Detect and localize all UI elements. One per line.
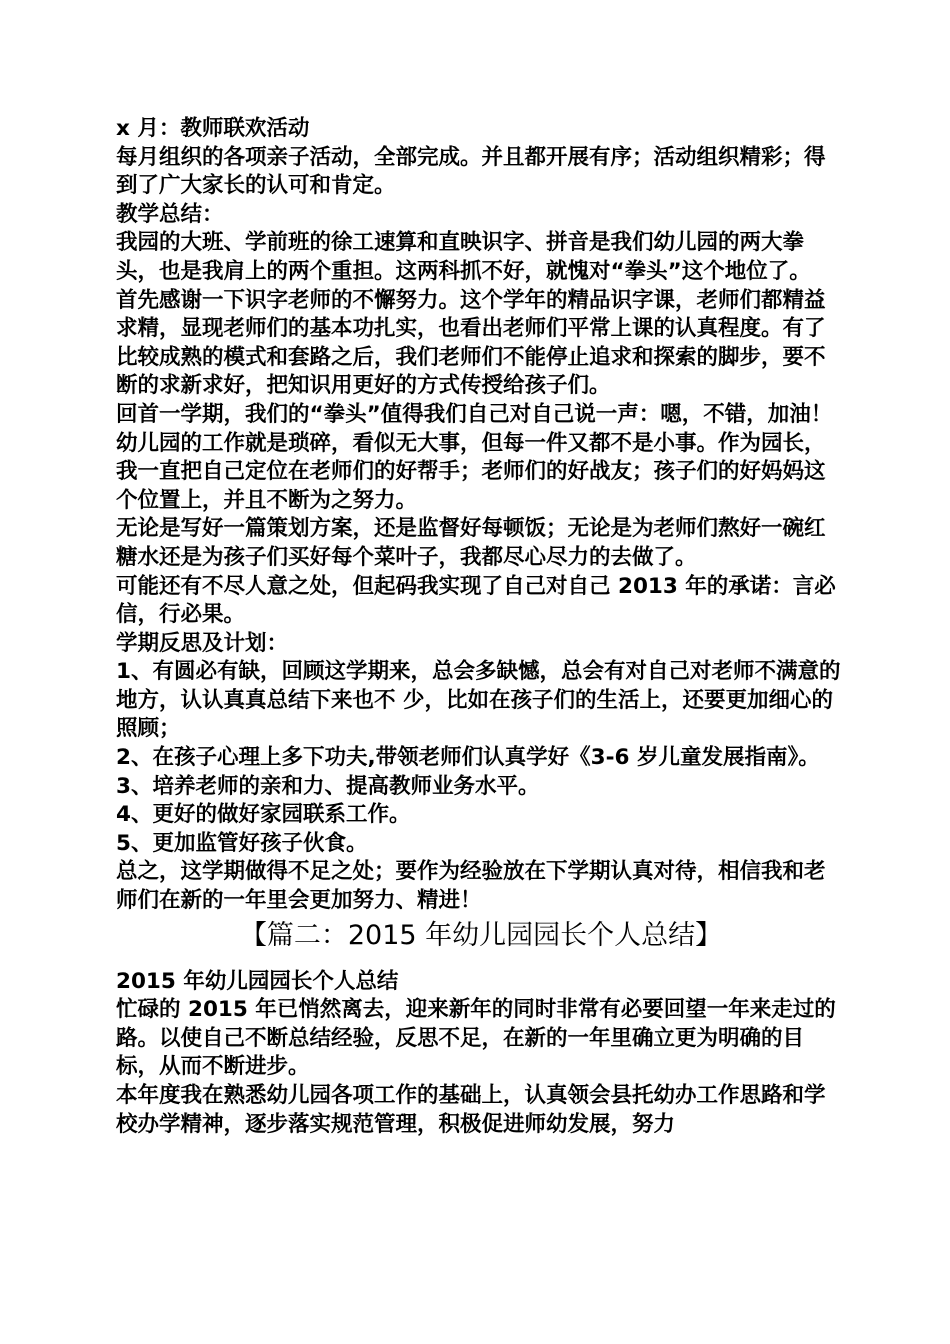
paragraph-kindergarten-work: 幼儿园的工作就是琐碎，看似无大事，但每一件又都不是小事。作为园长，我一直把自己定位在老师们的好帮手；老师们的好战友；孩子们的好妈妈这个位置上，并且不断为之努力。 (116, 430, 826, 513)
paragraph-promise-2013: 可能还有不尽人意之处，但起码我实现了自己对自己 2013 年的承诺：言必信，行必果。 (116, 573, 836, 628)
list-item-1: 1、有圆必有缺，回顾这学期来，总会多缺憾，总会有对自己对老师不满意的地方，认认真真总结下来也不 少，比如在孩子们的生活上，还要更加细心的照顾； (116, 659, 841, 742)
list-item-2: 2、在孩子心理上多下功夫,带领老师们认真学好《3-6 岁儿童发展指南》。 (116, 745, 820, 771)
heading-teaching-summary: 教学总结： (116, 201, 224, 227)
paragraph-busy-2015: 忙碌的 2015 年已悄然离去，迎来新年的同时非常有必要回望一年来走过的路。以使自己不断总结经验，反思不足，在新的一年里确立更为明确的目标，从而不断进步。 (116, 997, 836, 1080)
section-heading: 【篇二：2015 年幼儿园园长个人总结】 (239, 919, 723, 951)
paragraph-conclusion: 总之，这学期做得不足之处；要作为经验放在下学期认真对待，相信我和老师们在新的一年里会更加努力、精进！ (116, 859, 826, 914)
heading-2015-summary: 2015 年幼儿园园长个人总结 (116, 968, 399, 994)
paragraph-planning-meals: 无论是写好一篇策划方案，还是监督好每顿饭；无论是为老师们熬好一碗红糖水还是为孩子们买好每个菜叶子，我都尽心尽力的去做了。 (116, 516, 826, 570)
heading-reflection-plan: 学期反思及计划： (116, 630, 289, 656)
paragraph-teacher-party: x 月：教师联欢活动 (116, 116, 310, 141)
paragraph-this-year: 本年度我在熟悉幼儿园各项工作的基础上，认真领会县托幼办工作思路和学校办学精神，逐步落实规范管理，积极促进师幼发展，努力 (116, 1083, 826, 1137)
list-item-4: 4、更好的做好家园联系工作。 (116, 802, 411, 828)
paragraph-parent-child-activities: 每月组织的各项亲子活动，全部完成。并且都开展有序；活动组织精彩；得到了广大家长的认可和肯定。 (116, 144, 826, 199)
list-item-3: 3、培养老师的亲和力、提高教师业务水平。 (116, 773, 540, 799)
list-item-5: 5、更加监管好孩子伙食。 (116, 830, 368, 856)
paragraph-look-back: 回首一学期，我们的“拳头”值得我们自己对自己说一声：嗯，不错，加油！ (116, 401, 833, 427)
document-page (116, 115, 846, 1139)
document-body-part2 (116, 968, 846, 1140)
paragraph-thanks-teachers: 首先感谢一下识字老师的不懈努力。这个学年的精品识字课，老师们都精益求精，显现老师们的基本功扎实，也看出老师们平常上课的认真程度。有了比较成熟的模式和套路之后，我们老师们不能停止追求和探索的脚步，要不断的求新求好，把知识用更好的方式传授给孩子们。 (116, 287, 826, 399)
document-body-part1 (116, 115, 846, 916)
paragraph-two-fists: 我园的大班、学前班的徐工速算和直映识字、拼音是我们幼儿园的两大拳头，也是我肩上的两个重担。这两科抓不好，就愧对“拳头”这个地位了。 (116, 230, 811, 284)
